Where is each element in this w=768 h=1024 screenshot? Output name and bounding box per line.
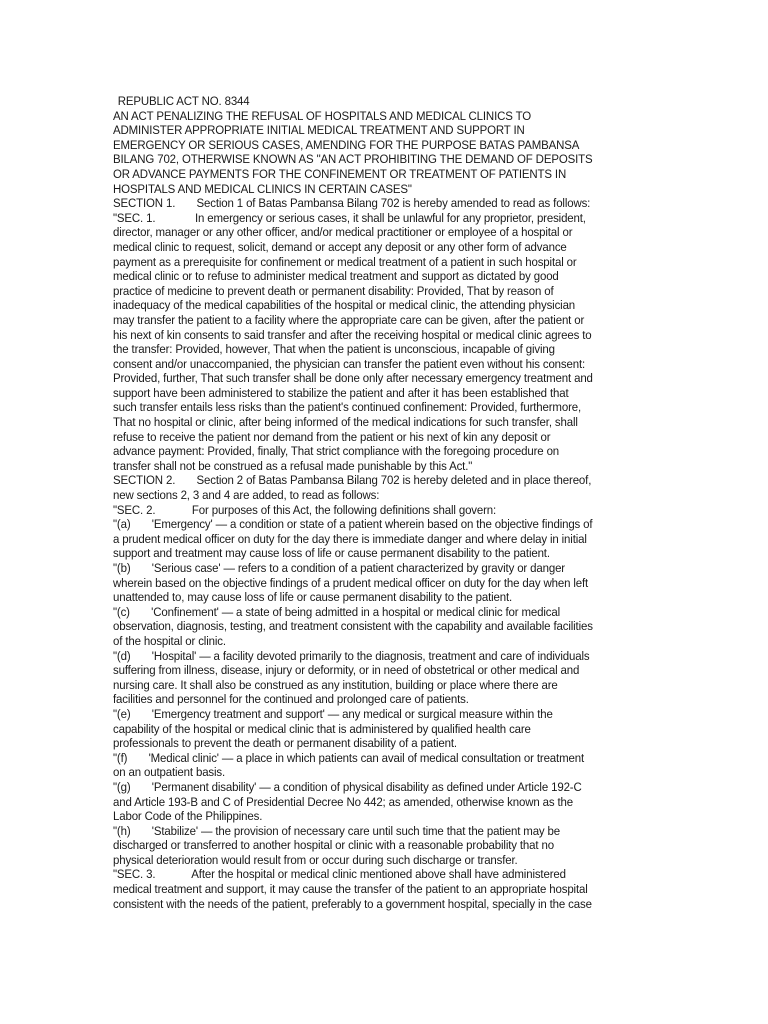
document-line: medical treatment and support, it may cause the transfer of the patient to an appropriate hospital xyxy=(113,882,588,897)
document-line: practice of medicine to prevent death or permanent disability: Provided, That by reason of xyxy=(113,283,554,298)
document-line: and Article 193-B and C of Presidential Decree No 442; as amended, otherwise known as the xyxy=(113,794,573,809)
document-line: refuse to receive the patient nor demand from the patient or his next of kin any deposit or xyxy=(113,429,551,444)
document-line: may transfer the patient to a facility where the appropriate care can be given, after the patient or xyxy=(113,312,585,327)
document-line: such transfer entails less risks than the patient's continued confinement: Provided, furthermore, xyxy=(113,400,582,415)
document-line: EMERGENCY OR SERIOUS CASES, AMENDING FOR THE PURPOSE BATAS PAMBANSA xyxy=(113,137,580,152)
document-line: transfer shall not be construed as a refusal made punishable by this Act." xyxy=(113,458,473,473)
document-line: physical deterioration would result from or occur during such discharge or transfer. xyxy=(113,852,518,867)
document-line: of the hospital or clinic. xyxy=(113,633,226,648)
document-line: Provided, further, That such transfer shall be done only after necessary emergency treatment and xyxy=(113,371,593,386)
document-line: AN ACT PENALIZING THE REFUSAL OF HOSPITALS AND MEDICAL CLINICS TO xyxy=(113,108,532,123)
document-line: Labor Code of the Philippines. xyxy=(113,809,263,824)
document-line: discharged or transferred to another hospital or clinic with a reasonable probability that no xyxy=(113,838,554,853)
document-line: "(h) 'Stabilize' — the provision of necessary care until such time that the patient may be xyxy=(113,823,561,838)
document-line: "(a) 'Emergency' — a condition or state of a patient wherein based on the objective findings of xyxy=(113,517,593,532)
document-line: director, manager or any other officer, and/or medical practitioner or employee of a hospital or xyxy=(113,225,573,240)
document-line: a prudent medical officer on duty for the day there is immediate danger and where delay in initial xyxy=(113,531,587,546)
document-line: capability of the hospital or medical clinic that is administered by qualified health care xyxy=(113,721,531,736)
document-line: HOSPITALS AND MEDICAL CLINICS IN CERTAIN CASES" xyxy=(113,181,412,196)
document-line: advance payment: Provided, finally, That strict compliance with the foregoing procedure on xyxy=(113,444,560,459)
document-line: his next of kin consents to said transfer and after the receiving hospital or medical clinic agrees to xyxy=(113,327,592,342)
document-line: "(d) 'Hospital' — a facility devoted primarily to the diagnosis, treatment and care of individuals xyxy=(113,648,590,663)
document-line: unattended to, may cause loss of life or cause permanent disability to the patient. xyxy=(113,590,513,605)
document-line: medical clinic to request, solicit, demand or accept any deposit or any other form of advance xyxy=(113,239,567,254)
document-line: facilities and personnel for the continued and prolonged care of patients. xyxy=(113,692,469,707)
document-line: support have been administered to stabilize the patient and after it has been established that xyxy=(113,385,569,400)
document-line: "SEC. 1. In emergency or serious cases, it shall be unlawful for any proprietor, president, xyxy=(113,210,586,225)
document-line: "SEC. 2. For purposes of this Act, the following definitions shall govern: xyxy=(113,502,497,517)
document-line: ADMINISTER APPROPRIATE INITIAL MEDICAL TREATMENT AND SUPPORT IN xyxy=(113,123,525,138)
document-line: inadequacy of the medical capabilities of the hospital or medical clinic, the attending physician xyxy=(113,298,576,313)
document-line: SECTION 1. Section 1 of Batas Pambansa Bilang 702 is hereby amended to read as follows: xyxy=(113,196,591,211)
document-line: OR ADVANCE PAYMENTS FOR THE CONFINEMENT OR TREATMENT OF PATIENTS IN xyxy=(113,166,567,181)
document-line: "SEC. 3. After the hospital or medical clinic mentioned above shall have administered xyxy=(113,867,566,882)
document-line: professionals to prevent the death or permanent disability of a patient. xyxy=(113,736,457,751)
document-line: "(b) 'Serious case' — refers to a condition of a patient characterized by gravity or danger xyxy=(113,561,565,575)
document-line: "(c) 'Confinement' — a state of being admitted in a hospital or medical clinic for medical xyxy=(113,604,560,619)
document-line: on an outpatient basis. xyxy=(113,765,226,780)
document-line: suffering from illness, disease, injury or deformity, or in need of obstetrical or other medical and xyxy=(113,663,580,678)
document-line: "(e) 'Emergency treatment and support' — any medical or surgical measure within the xyxy=(113,706,553,721)
document-line: BILANG 702, OTHERWISE KNOWN AS "AN ACT PROHIBITING THE DEMAND OF DEPOSITS xyxy=(113,152,593,167)
document-line: medical clinic or to refuse to administer medical treatment and support as dictated by good xyxy=(113,269,559,284)
document-line: consistent with the needs of the patient, preferably to a government hospital, specially in the case xyxy=(113,896,592,911)
document-line: new sections 2, 3 and 4 are added, to read as follows: xyxy=(113,488,380,503)
document-line: payment as a prerequisite for confinement or medical treatment of a patient in such hospital or xyxy=(113,254,577,269)
document-line: wherein based on the objective findings of a prudent medical officer on duty for the day when left xyxy=(113,575,589,590)
document-line: That no hospital or clinic, after being informed of the medical indications for such transfer, shall xyxy=(113,415,578,430)
document-line: observation, diagnosis, testing, and treatment consistent with the capability and available facilities xyxy=(113,619,593,634)
document-page xyxy=(113,94,658,911)
document-line: "(g) 'Permanent disability' — a condition of physical disability as defined under Article 192-C xyxy=(113,779,582,794)
document-line: consent and/or unaccompanied, the physician can transfer the patient even without his consent: xyxy=(113,356,586,371)
document-line: support and treatment may cause loss of life or cause permanent disability to the patient. xyxy=(113,546,550,561)
document-line: nursing care. It shall also be construed as any institution, building or place where there are xyxy=(113,677,558,692)
document-title: REPUBLIC ACT NO. 8344 xyxy=(117,94,250,108)
document-line: the transfer: Provided, however, That when the patient is unconscious, incapable of giving xyxy=(113,342,555,357)
document-line: "(f) 'Medical clinic' — a place in which patients can avail of medical consultation or treatment xyxy=(113,750,584,765)
document-line: SECTION 2. Section 2 of Batas Pambansa Bilang 702 is hereby deleted and in place thereof, xyxy=(113,473,592,488)
